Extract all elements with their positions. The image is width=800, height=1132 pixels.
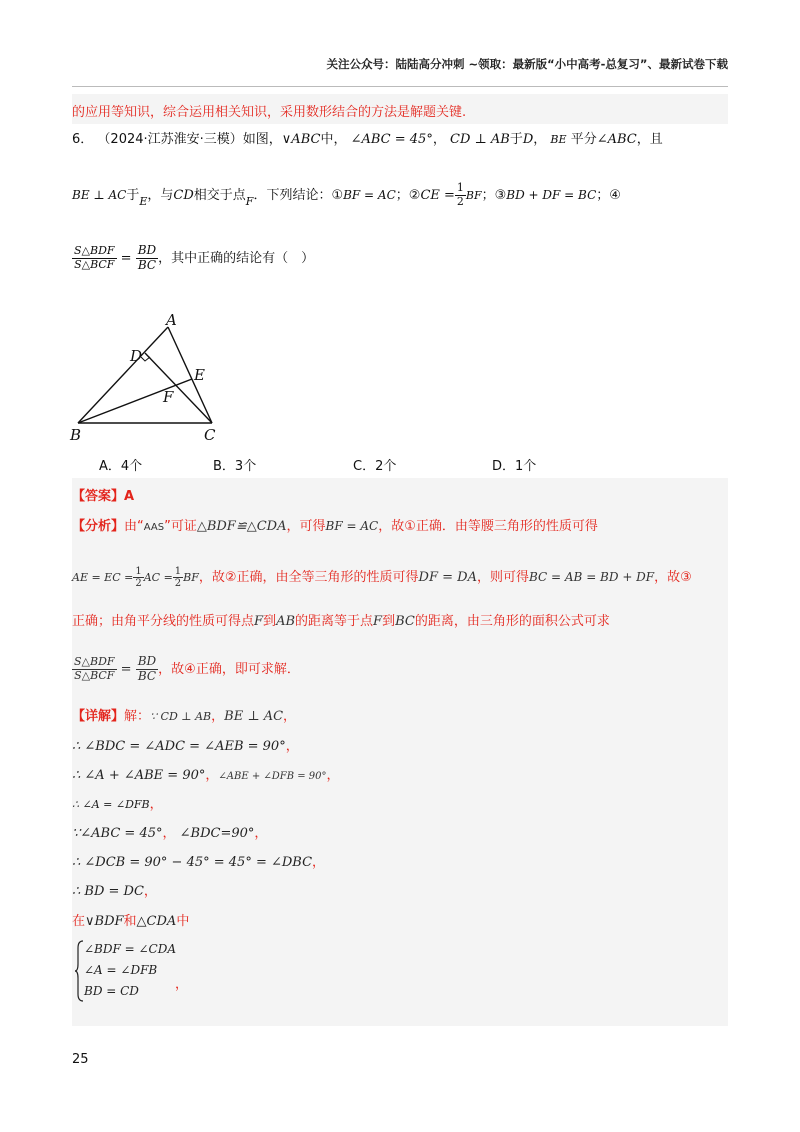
detail-line-3: ∴ ∠A + ∠ABE = 90°，∠ABE + ∠DFB = 90°，	[72, 768, 340, 783]
detail-line-2: ∴ ∠BDC = ∠ADC = ∠AEB = 90°，	[72, 739, 299, 754]
option-d[interactable]: D．1个	[492, 459, 537, 474]
half-fraction: $\frac{1}{2}$	[456, 181, 464, 208]
segment-AC	[168, 327, 212, 423]
analysis-line-4: $\frac{\text{S△BDF}}{\text{S△BCF}}$ = $\frac{BD}{BC}$ ，故④正确，即可求解．	[74, 654, 300, 683]
right-angle-mark	[141, 357, 150, 361]
option-b[interactable]: B．3个	[213, 459, 257, 474]
label-A: A	[166, 311, 177, 329]
detail-line-8: 在∨BDF和△CDA中	[72, 914, 190, 929]
option-a[interactable]: A．4个	[99, 459, 143, 474]
intro-line: 的应用等知识，综合运用相关知识，采用数形结合的方法是解题关键.	[72, 105, 467, 120]
detail-line-6: ∴ ∠DCB = 90° − 45° = 45° = ∠DBC，	[72, 855, 326, 870]
answer-tag: 【答案】	[72, 489, 125, 504]
triangle-figure	[66, 310, 236, 445]
system-eq-1: ∠BDF = ∠CDA	[84, 942, 177, 956]
label-F: F	[163, 388, 174, 406]
page-header: 关注公众号：陆陆高分冲刺 ~领取：最新版“小中高考-总复习”、最新试卷下载	[326, 57, 728, 71]
option-c[interactable]: C．2个	[353, 459, 397, 474]
question-line-2: BE ⊥ AC于$_E$，与CD相交于点$_F$．下列结论：①BF = AC；②CE = $\frac{1}{2}$ BF；③BD + DF = BC；④	[72, 181, 621, 208]
question-number: 6．	[72, 132, 94, 147]
system-eq-3: BD = CD	[84, 984, 139, 998]
analysis-line-2: AE = EC = $\frac{1}{2}$ AC = $\frac{1}{2}$ BF，故②正确，由全等三角形的性质可得DF = DA，则可得BC = AB = BD + DF，故③	[72, 565, 692, 589]
detail-line-5: ∵∠ABC = 45°， ∠BDC=90°，	[72, 826, 268, 841]
detail-line-1: 【详解】解：∵ CD ⊥ AB，BE ⊥ AC，	[72, 709, 297, 724]
segment-BE	[78, 379, 192, 423]
system-comma: ，	[175, 977, 189, 992]
analysis-line-3: 正确；由角平分线的性质可得点F到AB的距离等于点F到BC的距离，由三角形的面积公式可求	[72, 614, 610, 629]
answer-line	[72, 485, 134, 504]
system-eq-2: ∠A = ∠DFB	[84, 963, 158, 977]
analysis-line-1: 【分析】由“AAS”可证△BDF≌△CDA，可得BF = AC，故①正确．由等腰三角形的性质可得	[72, 519, 598, 534]
label-E: E	[194, 366, 205, 384]
label-B: B	[70, 426, 82, 444]
page-number: 25	[72, 1052, 89, 1067]
label-D: D	[130, 347, 143, 365]
answer-value: A	[124, 489, 135, 504]
question-line-1: 6． （2024·江苏淮安·三模）如图，∨ABC中， ∠ABC = 45°， CD ⊥ AB于D， BE 平分∠ABC，且	[72, 132, 663, 147]
question-line-3: $\frac{\text{S△BDF}}{\text{S△BCF}}$ = $\frac{BD}{BC}$ ，其中正确的结论有（ ）	[74, 243, 315, 272]
side-ratio-fraction: $\frac{BD}{BC}$	[137, 243, 157, 272]
segment-CD	[145, 353, 212, 423]
system-brace	[74, 940, 84, 1002]
segment-BA	[78, 327, 168, 423]
question-source: （2024·江苏淮安·三模）	[97, 132, 243, 147]
area-ratio-fraction: $\frac{\text{S△BDF}}{\text{S△BCF}}$	[74, 244, 115, 271]
detail-line-7: ∴ BD = DC，	[72, 884, 157, 899]
label-C: C	[204, 426, 216, 444]
detail-line-4: ∴ ∠A = ∠DFB，	[72, 797, 163, 812]
header-rule	[72, 86, 728, 87]
